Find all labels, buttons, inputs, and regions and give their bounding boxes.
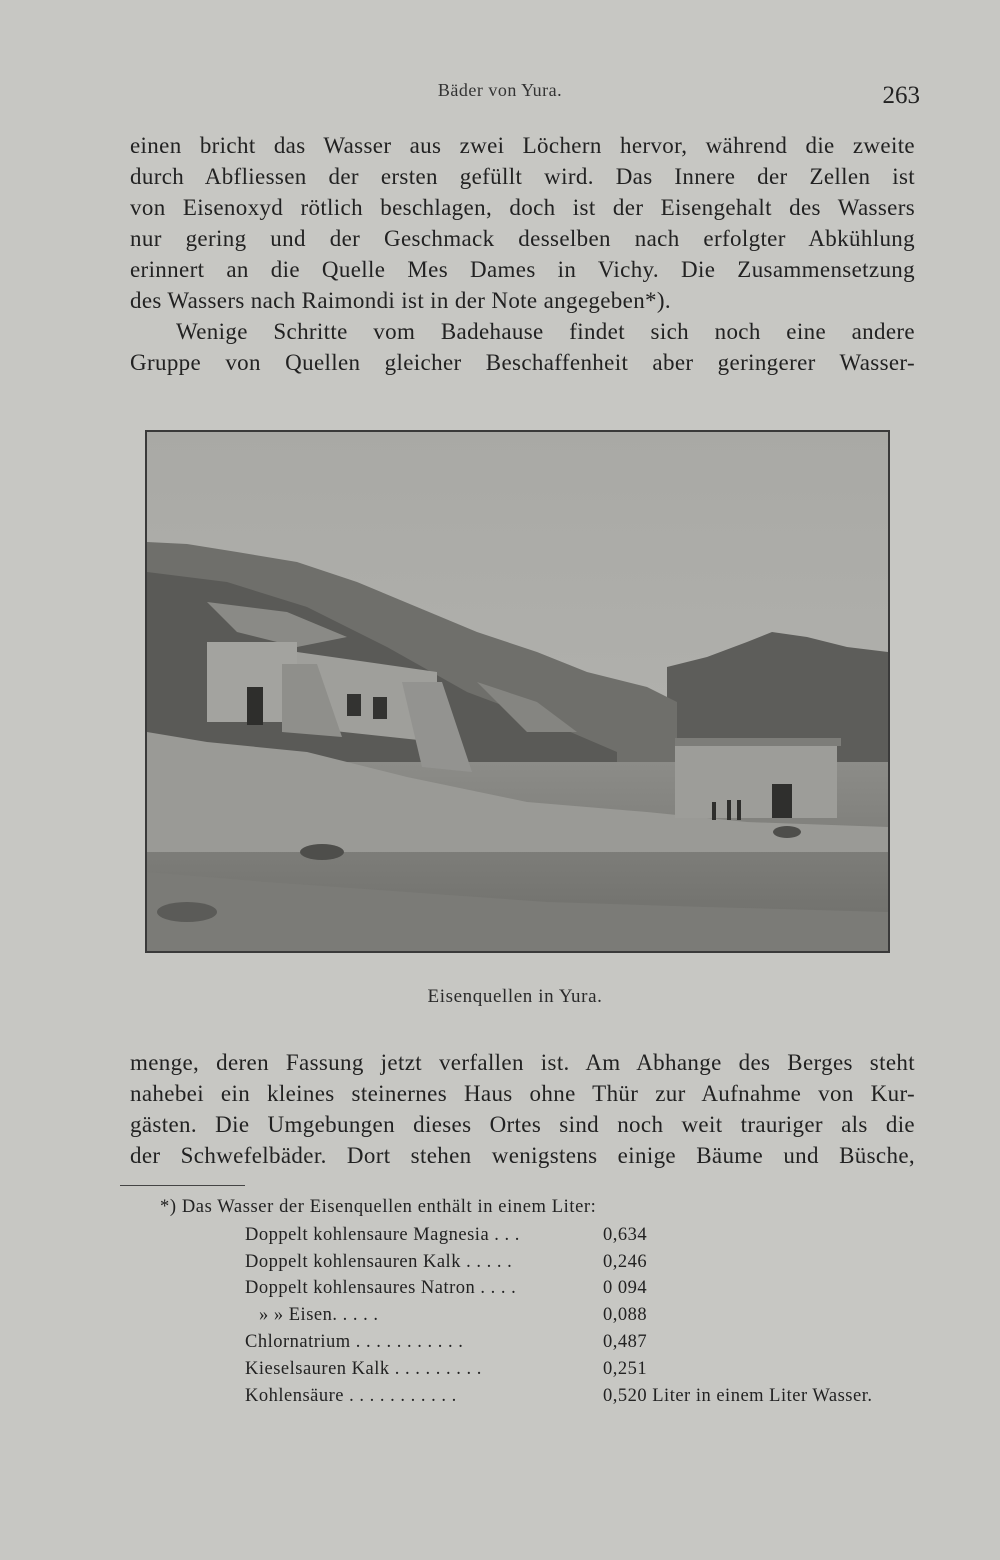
component-name: Kohlensäure . . . . . . . . . . . bbox=[245, 1385, 457, 1406]
component-value: 0,088 bbox=[603, 1305, 648, 1326]
text-line: des Wassers nach Raimondi ist in der Note angegeben*). bbox=[130, 288, 672, 313]
component-name: Doppelt kohlensauren Kalk . . . . . bbox=[245, 1251, 513, 1272]
text-line: nur gering und der Geschmack desselben nach erfolgter Abkühlung bbox=[130, 226, 915, 251]
text-line: erinnert an die Quelle Mes Dames in Vichy. Die Zusammensetzung bbox=[130, 257, 915, 282]
component-value: 0,487 bbox=[603, 1332, 648, 1353]
component-value: 0,246 bbox=[603, 1251, 648, 1272]
table-row bbox=[245, 1356, 872, 1383]
component-name: » » Eisen. . . . . bbox=[259, 1305, 379, 1326]
running-title: Bäder von Yura. bbox=[437, 80, 563, 100]
text-line: von Eisenoxyd rötlich beschlagen, doch ist der Eisengehalt des Wassers bbox=[130, 195, 915, 220]
component-value: 0,634 bbox=[603, 1224, 648, 1245]
photograph-iron-springs bbox=[145, 430, 890, 953]
table-row bbox=[245, 1383, 872, 1410]
table-row bbox=[245, 1249, 872, 1276]
table-row bbox=[245, 1276, 872, 1303]
page-number: 263 bbox=[882, 82, 920, 109]
table-row bbox=[245, 1329, 872, 1356]
text-line: Gruppe von Quellen gleicher Beschaffenheit aber geringerer Wasser- bbox=[130, 350, 915, 375]
paragraph-bottom bbox=[130, 1047, 915, 1171]
text-line: nahebei ein kleines steinernes Haus ohne Thür zur Aufnahme von Kur- bbox=[130, 1081, 915, 1106]
text-line: einen bricht das Wasser aus zwei Löchern hervor, während die zweite bbox=[130, 133, 915, 158]
footnote-divider bbox=[120, 1185, 245, 1186]
figure-caption: Eisenquellen in Yura. bbox=[427, 986, 603, 1007]
component-value: 0,251 bbox=[603, 1358, 648, 1379]
text-line: Wenige Schritte vom Badehause findet sich noch eine andere bbox=[176, 319, 915, 344]
component-name: Kieselsauren Kalk . . . . . . . . . bbox=[245, 1358, 482, 1379]
text-line: der Schwefelbäder. Dort stehen wenigstens einige Bäume und Büsche, bbox=[130, 1143, 915, 1168]
text-line: gästen. Die Umgebungen dieses Ortes sind noch weit trauriger als die bbox=[130, 1112, 915, 1137]
component-value: 0 094 bbox=[603, 1278, 648, 1299]
footnote-composition-table bbox=[245, 1222, 872, 1410]
component-name: Doppelt kohlensaure Magnesia . . . bbox=[245, 1224, 520, 1245]
component-value: 0,520 Liter in einem Liter Wasser. bbox=[603, 1385, 873, 1406]
component-name: Doppelt kohlensaures Natron . . . . bbox=[245, 1278, 517, 1299]
footnote-intro: *) Das Wasser der Eisenquellen enthält in einem Liter: bbox=[160, 1197, 597, 1217]
component-name: Chlornatrium . . . . . . . . . . . bbox=[245, 1332, 464, 1353]
paragraph-top bbox=[130, 130, 915, 378]
table-row bbox=[245, 1302, 872, 1329]
table-row bbox=[245, 1222, 872, 1249]
text-line: menge, deren Fassung jetzt verfallen ist. Am Abhange des Berges steht bbox=[130, 1050, 915, 1075]
text-line: durch Abfliessen der ersten gefüllt wird. Das Innere der Zellen ist bbox=[130, 164, 915, 189]
